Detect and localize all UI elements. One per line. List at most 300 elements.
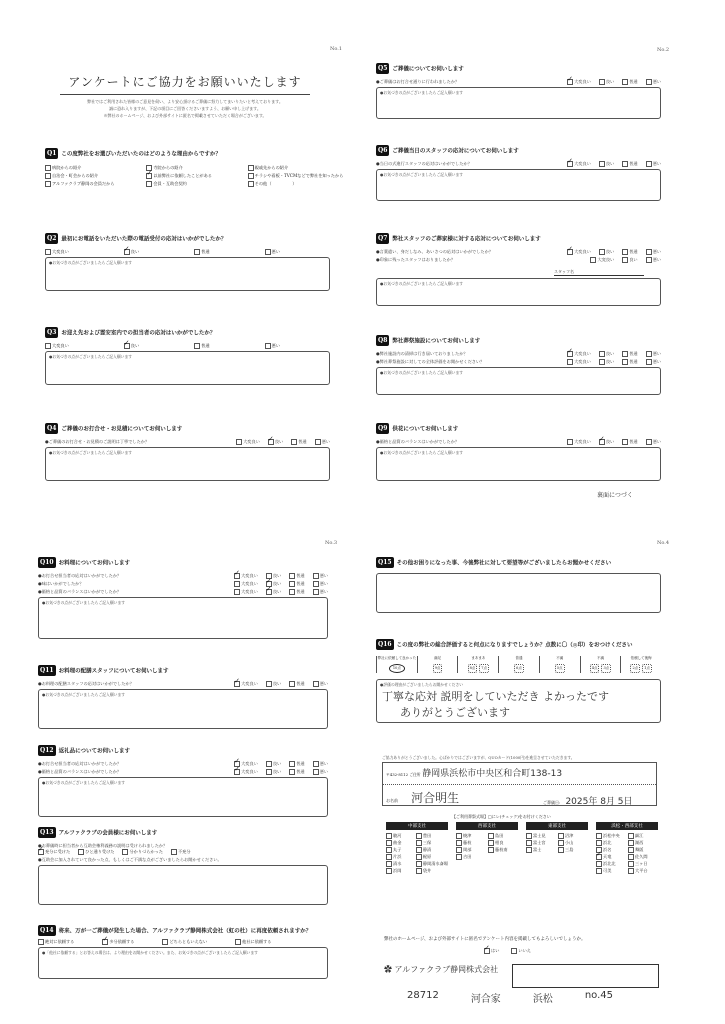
checkbox-option[interactable] <box>416 868 448 874</box>
option-label: 三島 <box>565 847 574 852</box>
checkbox-option[interactable] <box>248 165 345 171</box>
checkbox[interactable] <box>567 439 573 445</box>
checkbox-option[interactable] <box>628 854 658 860</box>
checkbox-option[interactable] <box>289 761 304 767</box>
comment-box[interactable]: ●お気づきの点がございましたらご記入願います <box>45 351 330 385</box>
checkbox[interactable] <box>45 249 51 255</box>
score-option[interactable]: 7点 <box>479 664 489 673</box>
question-header <box>38 920 328 939</box>
checkbox-option[interactable] <box>146 173 243 179</box>
date-label: ご葬儀日: <box>543 800 561 805</box>
checkbox[interactable] <box>124 343 130 349</box>
checkbox-option[interactable] <box>266 769 281 775</box>
checkbox[interactable] <box>289 681 295 687</box>
checkbox[interactable] <box>289 581 295 587</box>
checkbox-option[interactable] <box>386 840 414 846</box>
checkbox[interactable] <box>268 439 274 445</box>
checkbox[interactable] <box>102 939 108 945</box>
score-option[interactable]: 3点 <box>601 664 611 673</box>
option-label: いいえ <box>518 948 531 953</box>
comment-box[interactable]: ●お気づきの点がございましたらご記入願います <box>45 257 330 291</box>
checkbox-option[interactable] <box>488 847 518 853</box>
checkbox[interactable] <box>628 854 634 860</box>
checkbox-option[interactable] <box>315 439 330 445</box>
checkbox-option[interactable] <box>599 351 614 357</box>
checkbox[interactable] <box>646 359 652 365</box>
checkbox-option[interactable] <box>628 861 658 867</box>
checkbox[interactable] <box>646 351 652 357</box>
checkbox-option[interactable] <box>622 351 637 357</box>
checkbox-option[interactable] <box>511 948 531 954</box>
checkbox-option[interactable] <box>567 249 591 255</box>
checkbox[interactable] <box>266 761 272 767</box>
checkbox-option[interactable] <box>124 343 139 349</box>
comment-box[interactable]: ●お気づきの点がございましたらご記入願います <box>376 278 661 306</box>
checkbox[interactable] <box>289 769 295 775</box>
checkbox-option[interactable] <box>628 847 658 853</box>
checkbox[interactable] <box>622 439 628 445</box>
comment-box[interactable]: ●お気づきの点がございましたらご記入願います <box>376 169 661 201</box>
checkbox[interactable] <box>456 854 462 860</box>
checkbox-option[interactable] <box>289 573 304 579</box>
sub-question-text: ●互助会に加入されていて良かった点、もしくはご不満な点がございましたらお聞かせください。 <box>38 857 222 862</box>
checkbox[interactable] <box>416 868 422 874</box>
checkbox-option[interactable] <box>622 161 637 167</box>
checkbox[interactable] <box>289 761 295 767</box>
checkbox[interactable] <box>526 840 532 846</box>
checkbox[interactable] <box>146 181 152 187</box>
checkbox-option[interactable] <box>45 181 142 187</box>
checkbox-option[interactable] <box>313 681 328 687</box>
checkbox[interactable] <box>646 249 652 255</box>
checkbox[interactable] <box>599 351 605 357</box>
checkbox[interactable] <box>567 79 573 85</box>
checkbox-option[interactable] <box>313 761 328 767</box>
checkbox[interactable] <box>416 833 422 839</box>
checkbox[interactable] <box>596 854 602 860</box>
question-8 <box>376 330 661 395</box>
question-number: Q14 <box>40 927 54 934</box>
checkbox-option[interactable] <box>622 257 637 263</box>
checkbox-option[interactable] <box>416 833 448 839</box>
checkbox-option[interactable] <box>646 161 661 167</box>
checkbox[interactable] <box>596 833 602 839</box>
checkbox[interactable] <box>456 847 462 853</box>
checkbox-option[interactable] <box>291 439 306 445</box>
score-option[interactable]: 4点 <box>590 664 600 673</box>
checkbox[interactable] <box>622 351 628 357</box>
checkbox-option[interactable] <box>235 939 271 945</box>
comment-box[interactable]: ●お気づきの点がございましたらご記入願います <box>376 367 661 395</box>
checkbox-option[interactable] <box>45 173 142 179</box>
checkbox-option[interactable] <box>628 833 658 839</box>
question-text: この度弊社をお選びいただいたのはどのような理由からですか？ <box>61 151 221 158</box>
checkbox[interactable] <box>315 439 321 445</box>
score-option[interactable]: 6点 <box>514 664 524 673</box>
checkbox-option[interactable] <box>386 833 414 839</box>
checkbox-option[interactable] <box>313 581 328 587</box>
checkbox[interactable] <box>599 249 605 255</box>
checkbox[interactable] <box>313 581 319 587</box>
checkbox-option[interactable] <box>194 343 209 349</box>
checkbox-option[interactable] <box>38 849 70 855</box>
checkbox[interactable] <box>599 161 605 167</box>
comment-box[interactable] <box>38 865 328 905</box>
checkbox[interactable] <box>456 840 462 846</box>
option-label: 舞阪 <box>635 847 644 852</box>
option-label: 絶対に依頼する <box>45 939 75 944</box>
score-option[interactable]: 5点 <box>555 664 565 673</box>
checkbox[interactable] <box>456 833 462 839</box>
score-option[interactable]: 10点 <box>389 664 405 673</box>
checkbox[interactable] <box>313 761 319 767</box>
checkbox-option[interactable] <box>596 868 626 874</box>
checkbox[interactable] <box>291 439 297 445</box>
checkbox[interactable] <box>386 847 392 853</box>
checkbox-option[interactable] <box>558 833 588 839</box>
checkbox-option[interactable] <box>234 573 258 579</box>
staff-name-field[interactable]: スタッフ名 <box>554 269 644 276</box>
checkbox-option[interactable] <box>266 761 281 767</box>
checkbox[interactable] <box>628 861 634 867</box>
score-option[interactable]: 2点 <box>630 664 640 673</box>
checkbox-option[interactable] <box>558 847 588 853</box>
checkbox[interactable] <box>234 681 240 687</box>
comment-box[interactable]: ●お気づきの点がございましたらご記入願います <box>376 447 661 481</box>
checkbox-option[interactable] <box>171 849 191 855</box>
checkbox[interactable] <box>122 849 128 855</box>
question-text: ご葬儀についてお伺いします <box>392 66 464 73</box>
checkbox-option[interactable] <box>599 79 614 85</box>
checkbox-option[interactable] <box>248 173 345 179</box>
checkbox[interactable] <box>265 343 271 349</box>
checkbox-option[interactable] <box>622 249 637 255</box>
options-row <box>45 343 330 349</box>
name-field[interactable]: 河合明生 <box>411 791 460 805</box>
option-label: 袋井 <box>422 868 432 873</box>
checkbox-option[interactable] <box>599 161 614 167</box>
score-option[interactable]: 9点 <box>433 664 443 673</box>
checkbox-option[interactable] <box>567 359 591 365</box>
checkbox[interactable] <box>558 833 564 839</box>
checkbox[interactable] <box>313 589 319 595</box>
checkbox-option[interactable] <box>488 840 518 846</box>
checkbox[interactable] <box>162 939 168 945</box>
checkbox-option[interactable] <box>386 861 414 867</box>
checkbox-option[interactable] <box>456 847 486 853</box>
checkbox[interactable] <box>38 849 44 855</box>
checkbox-option[interactable] <box>289 581 304 587</box>
contact-box <box>382 762 657 806</box>
option-label: 大変良い <box>52 343 69 348</box>
checkbox-option[interactable] <box>416 847 448 853</box>
comment-box[interactable]: ●お気づきの点がございましたらご記入願います <box>45 447 330 481</box>
checkbox[interactable] <box>567 249 573 255</box>
checkbox[interactable] <box>567 161 573 167</box>
checkbox-option[interactable] <box>456 833 486 839</box>
comment-box[interactable]: ●お気づきの点がございましたらご記入願います <box>38 777 328 817</box>
score-option[interactable]: 8点 <box>468 664 478 673</box>
checkbox-option[interactable] <box>567 351 591 357</box>
checkbox[interactable] <box>236 439 242 445</box>
checkbox[interactable] <box>146 173 152 179</box>
checkbox-option[interactable] <box>268 439 283 445</box>
checkbox-option[interactable] <box>386 868 414 874</box>
checkbox[interactable] <box>646 79 652 85</box>
checkbox-option[interactable] <box>646 257 661 263</box>
option-label: 普通 <box>629 161 638 166</box>
checkbox-option[interactable] <box>628 840 658 846</box>
checkbox-option[interactable] <box>162 939 207 945</box>
checkbox-option[interactable] <box>622 79 637 85</box>
checkbox[interactable] <box>526 833 532 839</box>
checkbox[interactable] <box>558 847 564 853</box>
checkbox-option[interactable] <box>526 840 556 846</box>
score-option[interactable]: 1点 <box>642 664 652 673</box>
question-number: Q5 <box>378 65 388 72</box>
option-label: 良い <box>605 359 615 364</box>
checkbox[interactable] <box>416 847 422 853</box>
checkbox[interactable] <box>596 868 602 874</box>
checkbox-option[interactable] <box>146 165 243 171</box>
checkbox[interactable] <box>38 939 44 945</box>
checkbox[interactable] <box>628 840 634 846</box>
checkbox[interactable] <box>622 257 628 263</box>
checkbox[interactable] <box>622 249 628 255</box>
checkbox[interactable] <box>596 861 602 867</box>
checkbox[interactable] <box>248 165 254 171</box>
checkbox[interactable] <box>234 769 240 775</box>
checkbox-option[interactable] <box>599 359 614 365</box>
checkbox[interactable] <box>386 868 392 874</box>
checkbox[interactable] <box>628 868 634 874</box>
option-label: 小山 <box>565 840 574 845</box>
option-label: 悪い <box>652 439 661 444</box>
checkbox-option[interactable] <box>596 833 626 839</box>
checkbox[interactable] <box>248 181 254 187</box>
question-header <box>45 228 330 247</box>
checkbox[interactable] <box>235 939 241 945</box>
checkbox-option[interactable] <box>234 769 258 775</box>
checkbox[interactable] <box>416 861 422 867</box>
checkbox-option[interactable] <box>484 948 499 954</box>
checkbox[interactable] <box>622 359 628 365</box>
checkbox-option[interactable] <box>248 181 345 187</box>
checkbox-option[interactable] <box>386 847 414 853</box>
score-column <box>539 656 580 673</box>
checkbox[interactable] <box>234 581 240 587</box>
checkbox-option[interactable] <box>646 79 661 85</box>
comment-box[interactable]: ●「他社に依頼する」とお答えの場合は、より理由をお聞かせください。また、お気づきの点がございましたらご記入願います <box>38 947 328 979</box>
checkbox[interactable] <box>266 769 272 775</box>
checkbox[interactable] <box>313 769 319 775</box>
comment-box[interactable]: ●お気づきの点がございましたらご記入願います <box>38 597 328 639</box>
score-points <box>377 664 417 673</box>
checkbox-option[interactable] <box>78 849 114 855</box>
checkbox-option[interactable] <box>146 181 243 187</box>
checkbox[interactable] <box>289 589 295 595</box>
checkbox[interactable] <box>171 849 177 855</box>
checkbox-option[interactable] <box>622 359 637 365</box>
checkbox[interactable] <box>488 840 494 846</box>
checkbox[interactable] <box>526 847 532 853</box>
option-label: 佐久間 <box>635 854 648 859</box>
checkbox[interactable] <box>266 681 272 687</box>
option-label: 親戚先からの紹介 <box>254 165 289 170</box>
checkbox-option[interactable] <box>45 343 69 349</box>
checkbox[interactable] <box>386 861 392 867</box>
checkbox[interactable] <box>194 343 200 349</box>
checkbox[interactable] <box>488 847 494 853</box>
score-label: まあまあ <box>471 656 486 660</box>
checkbox[interactable] <box>386 833 392 839</box>
checkbox-option[interactable] <box>266 589 281 595</box>
comment-box[interactable] <box>376 679 661 723</box>
checkbox-option[interactable] <box>313 589 328 595</box>
checkbox-option[interactable] <box>265 343 280 349</box>
checkbox-option[interactable] <box>45 249 69 255</box>
checkbox-option[interactable] <box>124 249 139 255</box>
checkbox-option[interactable] <box>38 939 74 945</box>
checkbox-option[interactable] <box>596 840 626 846</box>
checkbox[interactable] <box>45 343 51 349</box>
checkbox-option[interactable] <box>45 165 142 171</box>
checkbox[interactable] <box>628 833 634 839</box>
checkbox[interactable] <box>313 681 319 687</box>
checkbox[interactable] <box>289 573 295 579</box>
question-9 <box>376 418 661 481</box>
checkbox-option[interactable] <box>416 840 448 846</box>
score-label: 弊社に依頼して良かった <box>377 656 417 660</box>
checkbox-option[interactable] <box>599 439 614 445</box>
checkbox-option[interactable] <box>234 589 258 595</box>
checkbox-option[interactable] <box>488 833 518 839</box>
checkbox[interactable] <box>124 249 130 255</box>
checkbox[interactable] <box>45 165 51 171</box>
date-field[interactable]: 2025年 8月 5日 <box>565 797 633 807</box>
checkbox-option[interactable] <box>234 681 258 687</box>
option-label: 普通 <box>296 761 305 766</box>
checkbox[interactable] <box>567 359 573 365</box>
checkbox[interactable] <box>265 249 271 255</box>
sub-question-text: ●ご葬儀のお打合せ・お見積のご説明は丁寧でしたか？ <box>45 439 150 444</box>
checkbox-option[interactable] <box>456 840 486 846</box>
question-number: Q9 <box>378 425 388 432</box>
checkbox[interactable] <box>599 79 605 85</box>
checkbox-option[interactable] <box>558 840 588 846</box>
option-label: 大変良い <box>574 79 591 84</box>
checkbox-option[interactable] <box>596 854 626 860</box>
checkbox-option[interactable] <box>102 939 134 945</box>
checkbox-option[interactable] <box>289 589 304 595</box>
checkbox-option[interactable] <box>416 861 448 867</box>
checkbox-option[interactable] <box>313 573 328 579</box>
checkbox[interactable] <box>248 173 254 179</box>
checkbox-option[interactable] <box>646 439 661 445</box>
checkbox-option[interactable] <box>265 249 280 255</box>
checkbox-option[interactable] <box>122 849 163 855</box>
checkbox-option[interactable] <box>646 359 661 365</box>
checkbox-option[interactable] <box>567 439 591 445</box>
checkbox[interactable] <box>386 840 392 846</box>
checkbox[interactable] <box>599 439 605 445</box>
checkbox[interactable] <box>646 439 652 445</box>
checkbox-option[interactable] <box>526 833 556 839</box>
checkbox-option[interactable] <box>646 249 661 255</box>
checkbox[interactable] <box>599 359 605 365</box>
checkbox-option[interactable] <box>567 79 591 85</box>
option-label: 豊田 <box>422 833 432 838</box>
checkbox-option[interactable] <box>628 868 658 874</box>
option-label: 焼津 <box>463 833 472 838</box>
checkbox-option[interactable] <box>416 854 448 860</box>
checkbox[interactable] <box>646 257 652 263</box>
checkbox-option[interactable] <box>289 769 304 775</box>
checkbox-option[interactable] <box>289 681 304 687</box>
checkbox-option[interactable] <box>599 249 614 255</box>
sub-question-text: ●当日の式進行スタッフの応対はいかがでしたか？ <box>376 161 472 166</box>
question-number: Q3 <box>47 329 57 336</box>
checkbox[interactable] <box>590 257 596 263</box>
checkbox-option[interactable] <box>234 581 258 587</box>
checkbox-option[interactable] <box>596 861 626 867</box>
checkbox-option[interactable] <box>194 249 209 255</box>
checkbox-option[interactable] <box>646 351 661 357</box>
checkbox[interactable] <box>511 948 517 954</box>
checkbox[interactable] <box>266 589 272 595</box>
checkbox[interactable] <box>646 161 652 167</box>
checkbox[interactable] <box>386 854 392 860</box>
checkbox-option[interactable] <box>386 854 414 860</box>
checkbox[interactable] <box>488 833 494 839</box>
checkbox[interactable] <box>484 948 490 954</box>
checkbox-option[interactable] <box>590 257 614 263</box>
comment-box[interactable]: ●お気づきの点がございましたらご記入願います <box>38 689 328 729</box>
sub-question <box>38 761 328 767</box>
checkbox[interactable] <box>596 840 602 846</box>
question-number: Q12 <box>40 747 54 754</box>
checkbox[interactable] <box>622 79 628 85</box>
checkbox-option[interactable] <box>236 439 260 445</box>
checkbox[interactable] <box>558 840 564 846</box>
checkbox[interactable] <box>234 589 240 595</box>
comment-box[interactable]: ●お気づきの点がございましたらご記入願います <box>376 87 661 119</box>
checkbox-option[interactable] <box>526 847 556 853</box>
checkbox-option[interactable] <box>313 769 328 775</box>
checkbox[interactable] <box>234 573 240 579</box>
comment-box[interactable] <box>376 573 661 613</box>
checkbox[interactable] <box>567 351 573 357</box>
options-row <box>38 849 328 855</box>
checkbox-option[interactable] <box>622 439 637 445</box>
checkbox[interactable] <box>313 573 319 579</box>
checkbox[interactable] <box>416 854 422 860</box>
option-label: 多分依頼する <box>109 939 135 944</box>
checkbox[interactable] <box>45 173 51 179</box>
checkbox[interactable] <box>416 840 422 846</box>
checkbox[interactable] <box>78 849 84 855</box>
address-field[interactable]: 静岡県浜松市中央区和合町138-13 <box>422 769 563 779</box>
checkbox-option[interactable] <box>266 681 281 687</box>
checkbox-option[interactable] <box>456 854 486 860</box>
checkbox[interactable] <box>628 847 634 853</box>
checkbox-option[interactable] <box>567 161 591 167</box>
sub-question-text: ●印象に残ったスタッフはおりましたか？ <box>376 257 456 262</box>
branch-items <box>526 833 588 853</box>
checkbox[interactable] <box>45 181 51 187</box>
checkbox[interactable] <box>622 161 628 167</box>
checkbox[interactable] <box>194 249 200 255</box>
